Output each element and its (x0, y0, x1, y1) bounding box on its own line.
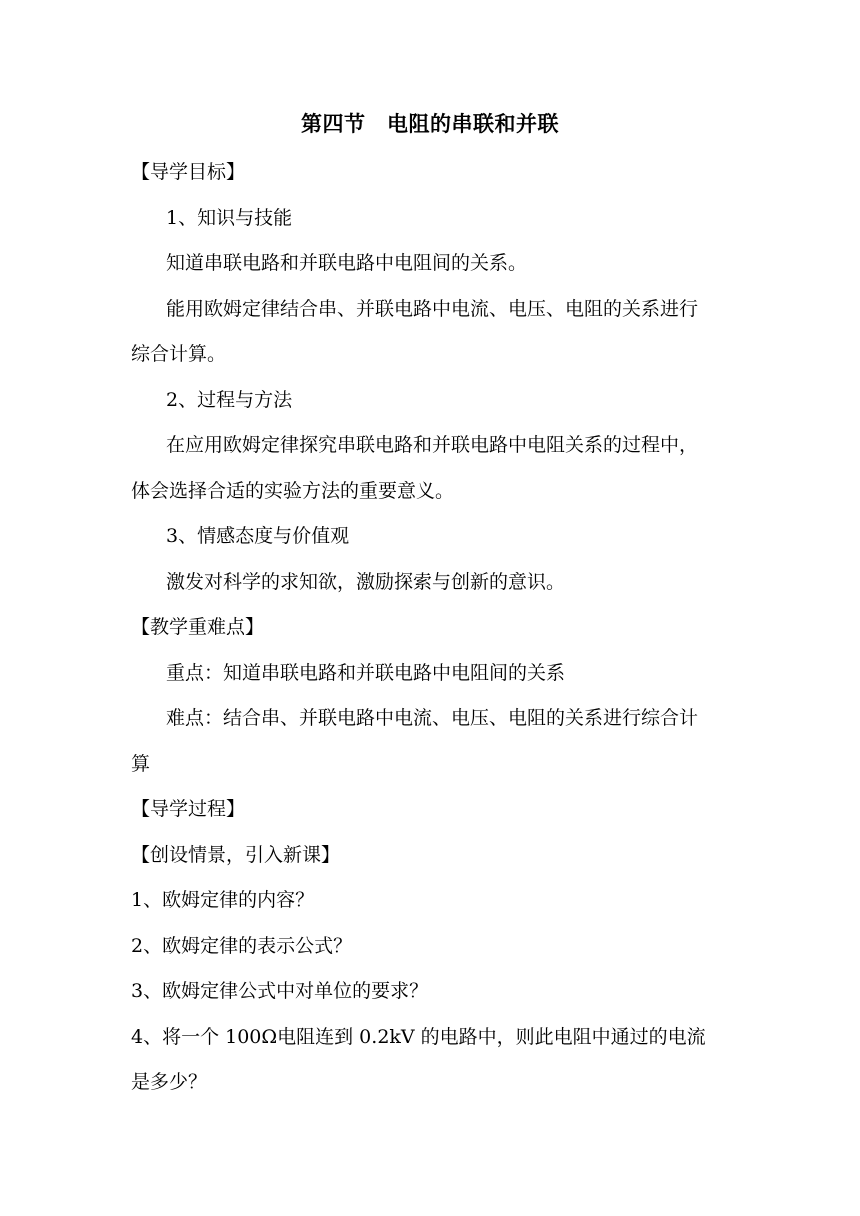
text-line: 体会选择合适的实验方法的重要意义。 (131, 480, 455, 502)
text-line: 1、知识与技能 (166, 207, 293, 229)
text-line: 知道串联电路和并联电路中电阻间的关系。 (166, 252, 528, 274)
text-line: 2、过程与方法 (166, 389, 293, 411)
text-line: 4、将一个 100Ω电阻连到 0.2kV 的电路中，则此电阻中通过的电流 (131, 1026, 706, 1048)
text-line: 难点：结合串、并联电路中电流、电压、电阻的关系进行综合计 (166, 707, 699, 729)
text-line: 【创设情景，引入新课】 (131, 844, 341, 866)
text-line: 【教学重难点】 (131, 616, 265, 638)
text-line: 是多少？ (131, 1071, 208, 1093)
text-line: 重点：知道串联电路和并联电路中电阻间的关系 (166, 662, 566, 684)
text-line: 在应用欧姆定律探究串联电路和并联电路中电阻关系的过程中， (166, 434, 699, 456)
text-line: 综合计算。 (131, 343, 227, 365)
text-line: 算 (131, 753, 151, 775)
text-line: 3、欧姆定律公式中对单位的要求？ (131, 980, 429, 1002)
text-line: 3、情感态度与价值观 (166, 525, 350, 547)
text-line: 能用欧姆定律结合串、并联电路中电流、电压、电阻的关系进行 (166, 298, 699, 320)
text-line: 【导学过程】 (131, 798, 246, 820)
document-title: 第四节 电阻的串联和并联 (301, 111, 559, 136)
text-line: 【导学目标】 (131, 161, 246, 183)
text-line: 1、欧姆定律的内容？ (131, 889, 315, 911)
text-line: 2、欧姆定律的表示公式？ (131, 935, 353, 957)
text-line: 激发对科学的求知欲，激励探索与创新的意识。 (166, 571, 566, 593)
